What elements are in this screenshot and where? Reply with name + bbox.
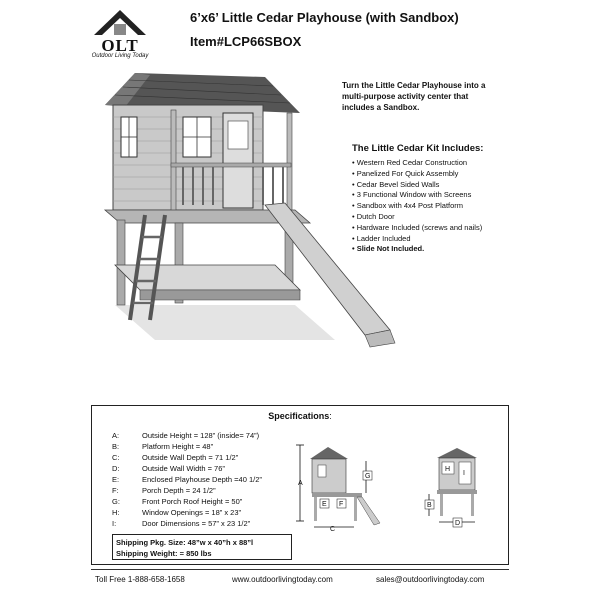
house-roof-icon [78,8,162,38]
kit-list [352,158,532,255]
list-item: • Sandbox with 4x4 Post Platform [352,201,532,212]
spec-row [112,519,250,528]
spec-row [112,475,262,484]
brand-logo [78,8,162,58]
spec-value: Window Openings = 18” x 23” [142,508,242,517]
logo-name: OLT [101,36,139,55]
footer-website[interactable]: www.outdoorlivingtoday.com [232,575,333,584]
spec-key: F: [112,486,119,495]
footer-email[interactable]: sales@outdoorlivingtoday.com [376,575,485,584]
shipping-weight: Shipping Weight: = 850 lbs [116,549,212,558]
intro-text: Turn the Little Cedar Playhouse into a multi-purpose activity center that includes a Sandbox. [342,81,486,112]
footer-phone: Toll Free 1-888-658-1658 [95,575,185,584]
list-item: • Western Red Cedar Construction [352,158,532,169]
spec-row [112,497,242,506]
list-item: • Hardware Included (screws and nails) [352,223,532,234]
spec-key: D: [112,464,120,473]
shipping-info [112,534,292,560]
spec-row [112,464,225,473]
dim-label-g: G [365,473,371,480]
spec-key: H: [112,508,120,517]
spec-row [112,431,259,440]
dim-label-h: H [445,466,451,473]
list-item: • Panelized For Quick Assembly [352,169,532,180]
spec-title-text: Specifications [268,411,330,421]
spec-key: I: [112,519,117,528]
front-dimension-diagram [417,446,497,531]
spec-title: Specifications: [268,411,332,421]
spec-value: Front Porch Roof Height = 50” [142,497,243,506]
footer-divider [91,569,509,570]
spec-key: C: [112,453,120,462]
list-item: • Ladder Included [352,234,532,245]
list-item: • 3 Functional Window with Screens [352,190,532,201]
logo-tagline: Outdoor Living Today [91,53,149,59]
spec-key: E: [112,475,120,484]
spec-row [112,453,238,462]
dim-label-c: C [330,526,336,531]
list-item: • Slide Not Included. [352,244,532,255]
spec-key: A: [112,431,120,440]
spec-row [112,442,213,451]
item-number: Item#LCP66SBOX [190,34,302,49]
dim-label-d: D [455,520,461,527]
spec-value: Porch Depth = 24 1/2” [142,486,216,495]
spec-value: Enclosed Playhouse Depth =40 1/2” [142,475,262,484]
specifications-box [91,405,509,565]
kit-title: The Little Cedar Kit Includes: [352,143,484,154]
shipping-size: Shipping Pkg. Size: 48”w x 40”h x 88”l [116,538,254,547]
spec-key: G: [112,497,120,506]
list-item: • Cedar Bevel Sided Walls [352,180,532,191]
spec-value: Outside Height = 128” (inside= 74”) [142,431,260,440]
dim-label-b: B [427,502,432,509]
dim-label-f: F [339,501,344,508]
spec-value: Outside Wall Width = 76” [142,464,225,473]
spec-value: Outside Wall Depth = 71 1/2” [142,453,239,462]
list-item: • Dutch Door [352,212,532,223]
spec-value: Door Dimensions = 57” x 23 1/2” [142,519,251,528]
dim-label-a: A [298,480,303,487]
spec-row [112,508,241,517]
dim-label-e: E [322,501,327,508]
spec-value: Platform Height = 48” [142,442,214,451]
side-dimension-diagram [292,441,387,531]
spec-row [112,486,216,495]
dim-label-i: I [463,470,465,477]
spec-key: B: [112,442,120,451]
page-title: 6’x6’ Little Cedar Playhouse (with Sandbox) [190,10,459,25]
